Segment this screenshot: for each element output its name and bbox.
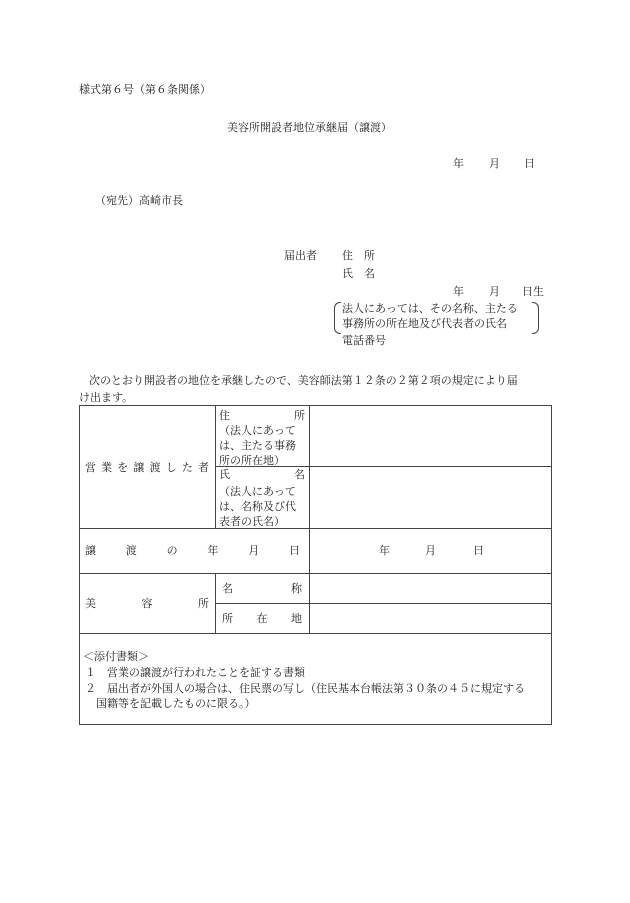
address-head: 住 所 xyxy=(219,409,305,422)
transfer-date-month[interactable]: 月 xyxy=(425,544,436,557)
transferor-address-field[interactable] xyxy=(310,406,551,466)
birth-year: 年 xyxy=(453,285,464,298)
date-day: 日 xyxy=(524,157,535,170)
corp-note-line1: 法人にあっては、その名称、主たる xyxy=(342,302,518,315)
birth-day: 日生 xyxy=(522,285,544,298)
addressee: （宛先）高崎市長 xyxy=(95,194,183,207)
date-month: 月 xyxy=(489,157,500,170)
name-head: 氏 名 xyxy=(219,468,305,481)
address-note: （法人にあって は、主たる事務 所の所在地） xyxy=(219,424,296,467)
right-bracket xyxy=(532,302,539,334)
attachments-header: ＜添付書類＞ xyxy=(83,650,149,663)
body-line2: け出ます。 xyxy=(79,391,134,404)
date-year: 年 xyxy=(453,157,464,170)
attachment-2-line1: ２ 届出者が外国人の場合は、住民票の写し（住民基本台帳法第３０条の４５に規定する xyxy=(85,682,525,695)
corp-note-line2: 事務所の所在地及び代表者の氏名 xyxy=(342,317,507,330)
notifier-address-label: 住 所 xyxy=(342,249,375,262)
transferor-name-field[interactable] xyxy=(310,467,551,528)
body-line1: 次のとおり開設者の地位を承継したので、美容師法第１２条の２第２項の規定により届 xyxy=(89,374,518,387)
notifier-name-label: 氏 名 xyxy=(342,267,375,280)
salon-location-field[interactable] xyxy=(310,604,551,633)
document-title: 美容所開設者地位承継届（譲渡） xyxy=(227,121,392,134)
attachment-1: １ 営業の譲渡が行われたことを証する書類 xyxy=(85,666,305,679)
salon-name-label: 名 称 xyxy=(222,582,302,595)
form-number: 様式第６号（第６条関係） xyxy=(79,83,211,96)
salon-name-field[interactable] xyxy=(310,574,551,603)
birth-month: 月 xyxy=(489,285,500,298)
attachment-2-line2: 国籍等を記載したものに限る。） xyxy=(96,697,256,710)
transfer-date-year[interactable]: 年 xyxy=(379,544,390,557)
transferor-label: 営 業 を 譲 渡 し た 者 xyxy=(85,461,209,474)
name-note: （法人にあって は、名称及び代 表者の氏名） xyxy=(219,485,296,528)
notifier-label: 届出者 xyxy=(284,249,317,262)
left-bracket xyxy=(334,302,341,334)
phone-label: 電話番号 xyxy=(342,334,386,347)
salon-location-label: 所 在 地 xyxy=(222,612,302,625)
transfer-date-day[interactable]: 日 xyxy=(473,544,484,557)
transfer-date-label: 譲 渡 の 年 月 日 xyxy=(85,544,300,557)
salon-label: 美 容 所 xyxy=(85,597,209,610)
